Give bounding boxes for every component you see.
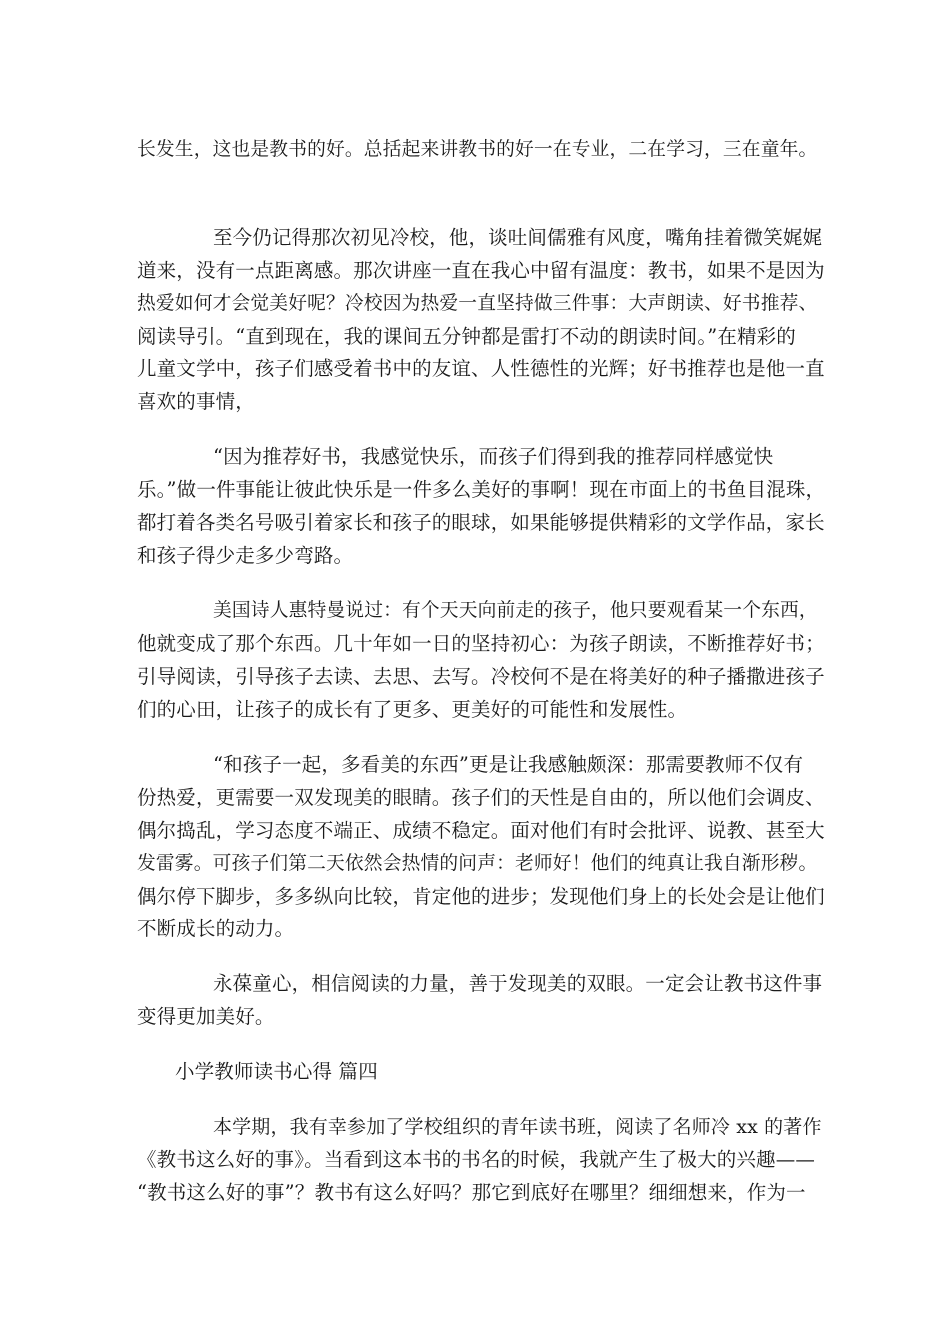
text-line: 们的心田，让孩子的成长有了更多、更美好的可能性和发展性。 — [137, 698, 688, 721]
text-line: 《教书这么好的事》。当看到这本书的书名的时候，我就产生了极大的兴趣—— — [137, 1148, 816, 1171]
text-line: “因为推荐好书，我感觉快乐，而孩子们得到我的推荐同样感觉快 — [213, 445, 774, 468]
text-line: 道来，没有一点距离感。那次讲座一直在我心中留有温度：教书，如果不是因为 — [137, 259, 825, 282]
text-line: 他就变成了那个东西。几十年如一日的坚持初心：为孩子朗读，不断推荐好书； — [137, 632, 825, 655]
text-line: 不断成长的动力。 — [137, 917, 295, 940]
text-line: “和孩子一起，多看美的东西”更是让我感触颇深：那需要教师不仅有 — [213, 753, 804, 776]
text-line: 偶尔停下脚步，多多纵向比较，肯定他的进步；发现他们身上的长处会是让他们 — [137, 885, 825, 908]
text-line: 变得更加美好。 — [137, 1005, 275, 1028]
section-heading: 小学教师读书心得 篇四 — [175, 1060, 378, 1083]
text-line: 发雷雾。可孩子们第二天依然会热情的问声：老师好！他们的纯真让我自渐形秽。 — [137, 853, 818, 874]
text-line: 喜欢的事情， — [137, 390, 255, 413]
text-line: 都打着各类名号吸引着家长和孩子的眼球，如果能够提供精彩的文学作品，家长 — [137, 511, 825, 534]
text-line: 和孩子得少走多少弯路。 — [137, 544, 354, 567]
text-line: 永葆童心，相信阅读的力量，善于发现美的双眼。一定会让教书这件事 — [213, 972, 823, 995]
text-line: 美国诗人惠特曼说过：有个天天向前走的孩子，他只要观看某一个东西， — [213, 600, 818, 621]
text-line: 偶尔捣乱，学习态度不端正、成绩不稳定。面对他们有时会批评、说教、甚至大 — [137, 819, 825, 842]
text-line: 阅读导引。“直到现在，我的课间五分钟都是雷打不动的朗读时间。”在精彩的 — [137, 325, 796, 348]
text-line: “教书这么好的事”？教书有这么好吗？那它到底好在哪里？细细想来，作为一 — [137, 1181, 806, 1204]
text-line: 长发生，这也是教书的好。总括起来讲教书的好一在专业，二在学习，三在童年。 — [137, 139, 818, 160]
text-line: 热爱如何才会觉美好呢？冷校因为热爱一直坚持做三件事：大声朗读、好书推荐、 — [137, 293, 818, 314]
text-line: 份热爱，更需要一双发现美的眼睛。孩子们的天性是自由的，所以他们会调皮、 — [137, 786, 825, 809]
text-line: 乐。”做一件事能让彼此快乐是一件多么美好的事啊！现在市面上的书鱼目混珠， — [137, 478, 826, 501]
text-line: 本学期，我有幸参加了学校组织的青年读书班，阅读了名师冷 xx 的著作 — [213, 1116, 822, 1138]
text-line: 引导阅读，引导孩子去读、去思、去写。冷校何不是在将美好的种子播撒进孩子 — [137, 665, 825, 688]
text-line: 儿童文学中，孩子们感受着书中的友谊、人性德性的光辉；好书推荐也是他一直 — [137, 357, 825, 380]
text-line: 至今仍记得那次初见冷校，他，谈吐间儒雅有风度，嘴角挂着微笑娓娓 — [213, 226, 823, 249]
